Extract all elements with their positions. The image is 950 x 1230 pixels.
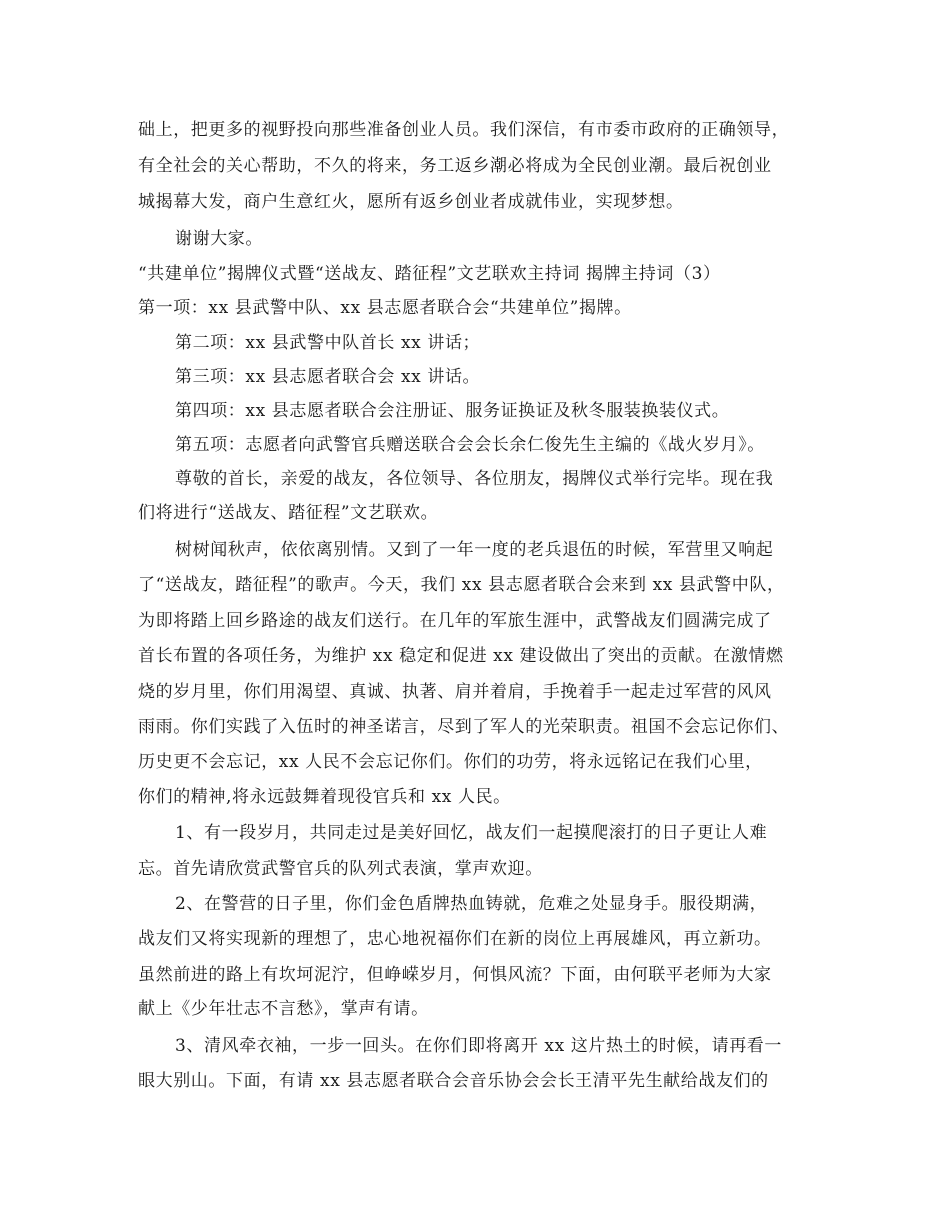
paragraph-line: 了“送战友，踏征程”的歌声。今天，我们 xx 县志愿者联合会来到 xx 县武警中队，: [138, 575, 785, 595]
agenda-item: 第五项：志愿者向武警官兵赠送联合会会长余仁俊先生主编的《战火岁月》。: [175, 435, 765, 455]
paragraph-line: 尊敬的首长，亲爱的战友，各位领导、各位朋友，揭牌仪式举行完毕。现在我: [175, 469, 774, 489]
agenda-item: 第二项：xx 县武警中队首长 xx 讲话；: [175, 333, 481, 353]
paragraph-line: 1、有一段岁月，共同走过是美好回忆，战友们一起摸爬滚打的日子更让人难: [175, 823, 768, 843]
paragraph-line: 谢谢大家。: [175, 229, 263, 249]
paragraph-line: 历史更不会忘记，xx 人民不会忘记你们。你们的功劳，将永远铭记在我们心里，: [138, 752, 763, 772]
agenda-item: 第四项：xx 县志愿者联合会注册证、服务证换证及秋冬服装换装仪式。: [175, 401, 730, 421]
paragraph-line: 眼大别山。下面，有请 xx 县志愿者联合会音乐协会会长王清平先生献给战友们的: [138, 1071, 769, 1091]
paragraph-line: 树树闻秋声，依依离别情。又到了一年一度的老兵退伍的时候，军营里又响起: [175, 540, 774, 560]
paragraph-line: 们将进行“送战友、踏征程”文艺联欢。: [138, 503, 439, 523]
paragraph-line: 有全社会的关心帮助，不久的将来，务工返乡潮必将成为全民创业潮。最后祝创业: [138, 156, 772, 176]
agenda-item: 第三项：xx 县志愿者联合会 xx 讲话。: [175, 367, 481, 387]
paragraph-line: 城揭幕大发，商户生意红火，愿所有返乡创业者成就伟业，实现梦想。: [138, 192, 684, 212]
paragraph-line: 首长布置的各项任务，为维护 xx 稳定和促进 xx 建设做出了突出的贡献。在激情燃: [138, 646, 784, 666]
paragraph-line: 战友们又将实现新的理想了，忠心地祝福你们在新的岗位上再展雄风，再立新功。: [138, 929, 772, 949]
paragraph-line: 3、清风牵衣袖，一步一回头。在你们即将离开 xx 这片热土的时候，请再看一: [175, 1036, 782, 1056]
paragraph-line: 为即将踏上回乡路途的战友们送行。在几年的军旅生涯中，武警战友们圆满完成了: [138, 611, 772, 631]
paragraph-line: 忘。首先请欣赏武警官兵的队列式表演，掌声欢迎。: [138, 859, 543, 879]
section-heading: “共建单位”揭牌仪式暨“送战友、踏征程”文艺联欢主持词 揭牌主持词（3）: [138, 264, 721, 284]
paragraph-line: 献上《少年壮志不言愁》，掌声有请。: [138, 999, 429, 1019]
paragraph-line: 烧的岁月里，你们用渴望、真诚、执著、肩并着肩，手挽着手一起走过军营的风风: [138, 682, 772, 702]
paragraph-line: 2、在警营的日子里，你们金色盾牌热血铸就，危难之处显身手。服役期满，: [175, 894, 768, 914]
paragraph-line: 础上，把更多的视野投向那些准备创业人员。我们深信，有市委市政府的正确领导，: [138, 120, 790, 140]
paragraph-line: 你们的精神,将永远鼓舞着现役官兵和 xx 人民。: [138, 787, 511, 807]
paragraph-line: 雨雨。你们实践了入伍时的神圣诺言，尽到了军人的光荣职责。祖国不会忘记你们、: [138, 717, 790, 737]
agenda-item: 第一项：xx 县武警中队、xx 县志愿者联合会“共建单位”揭牌。: [138, 298, 632, 318]
paragraph-line: 虽然前进的路上有坎坷泥泞，但峥嵘岁月，何惧风流？下面，由何联平老师为大家: [138, 965, 772, 985]
